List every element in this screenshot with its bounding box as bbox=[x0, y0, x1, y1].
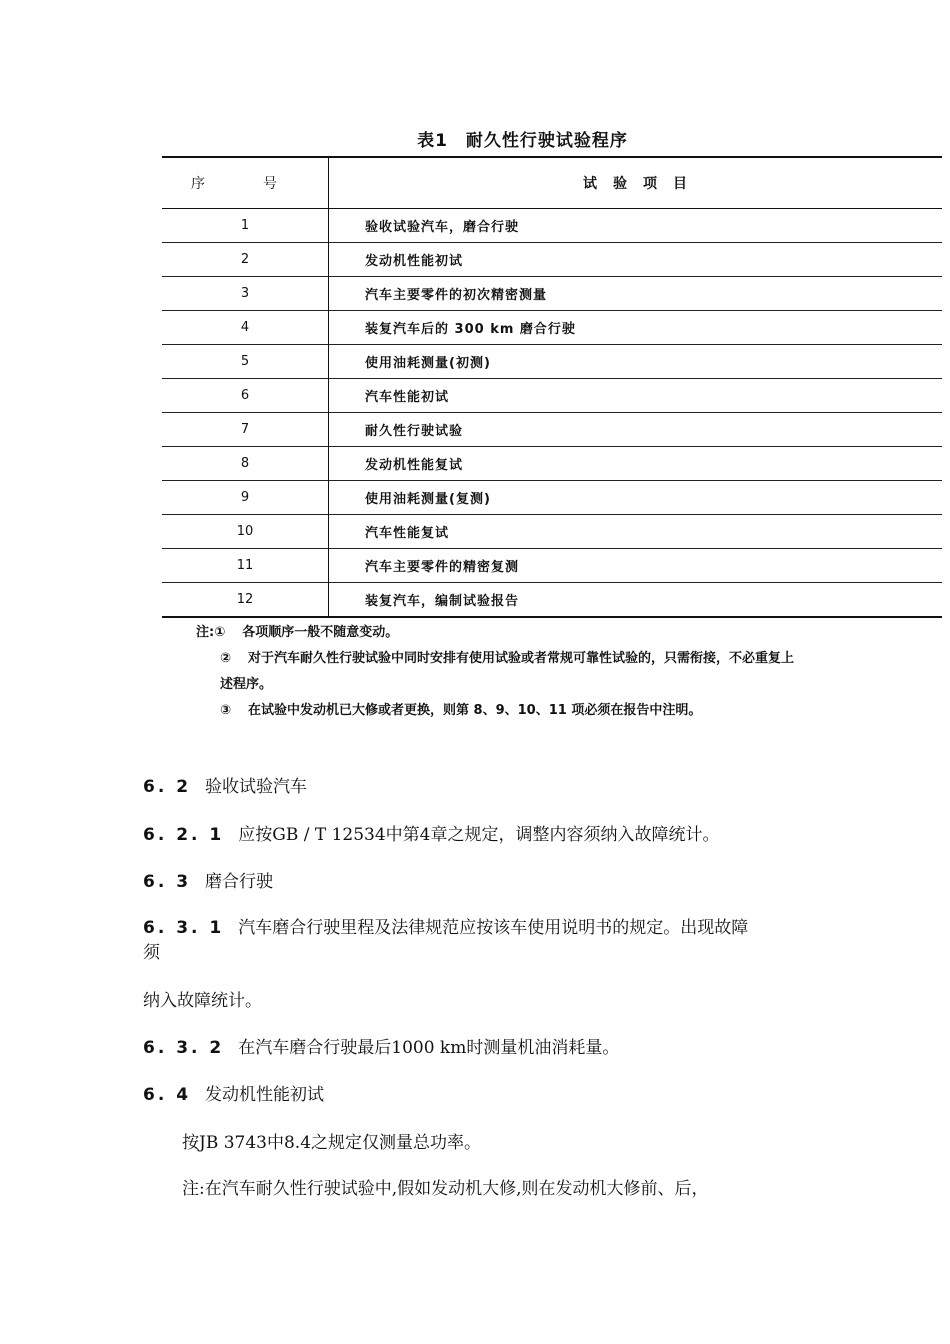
row-item: 汽车主要零件的初次精密测量 bbox=[365, 288, 548, 303]
paragraph-note: 注:在汽车耐久性行驶试验中,假如发动机大修,则在发动机大修前、后， bbox=[182, 1179, 709, 1199]
section-6-3-2 bbox=[143, 1033, 619, 1058]
section-6-4 bbox=[143, 1080, 324, 1105]
row-number: 9 bbox=[162, 481, 329, 515]
table-row bbox=[162, 379, 942, 413]
row-number: 7 bbox=[162, 413, 329, 447]
note-3-text: 在试验中发动机已大修或者更换，则第 8、9、10、11 项必须在报告中注明。 bbox=[248, 703, 702, 718]
row-item: 耐久性行驶试验 bbox=[365, 424, 464, 439]
section-text: 在汽车磨合行驶最后1000 km时测量机油消耗量。 bbox=[238, 1038, 620, 1058]
header-test-item: 试 验 项 目 bbox=[583, 176, 688, 192]
section-6-3-1-cont: 须 bbox=[143, 943, 160, 963]
note-1 bbox=[196, 620, 794, 646]
table-row bbox=[162, 583, 942, 618]
table-row bbox=[162, 447, 942, 481]
table-row bbox=[162, 277, 942, 311]
row-number: 5 bbox=[162, 345, 329, 379]
table-row bbox=[162, 243, 942, 277]
note-3 bbox=[196, 698, 794, 724]
procedure-table bbox=[162, 156, 942, 618]
row-item: 装复汽车，编制试验报告 bbox=[365, 594, 520, 609]
section-number: 6. 3 bbox=[143, 872, 192, 892]
row-number: 2 bbox=[162, 243, 329, 277]
section-text: 磨合行驶 bbox=[205, 872, 274, 892]
row-item: 汽车主要零件的精密复测 bbox=[365, 560, 520, 575]
table-row bbox=[162, 345, 942, 379]
row-number: 6 bbox=[162, 379, 329, 413]
note-2-continuation: 述程序。 bbox=[220, 677, 273, 692]
table-row bbox=[162, 549, 942, 583]
section-6-3-1 bbox=[143, 913, 748, 938]
section-text: 验收试验汽车 bbox=[205, 777, 308, 797]
note-1-index: ① bbox=[214, 625, 226, 640]
note-2 bbox=[196, 646, 794, 672]
note-3-index: ③ bbox=[220, 703, 232, 718]
section-number: 6. 3. 2 bbox=[143, 1038, 225, 1058]
table-title: 表1 耐久性行驶试验程序 bbox=[417, 131, 628, 151]
row-item: 装复汽车后的 300 km 磨合行驶 bbox=[365, 322, 576, 337]
section-6-2-1 bbox=[143, 820, 720, 845]
section-6-3 bbox=[143, 867, 273, 892]
row-number: 1 bbox=[162, 209, 329, 243]
row-item: 汽车性能复试 bbox=[365, 526, 450, 541]
section-number: 6. 4 bbox=[143, 1085, 192, 1105]
row-item: 使用油耗测量(复测) bbox=[365, 492, 491, 507]
note-2-index: ② bbox=[220, 651, 232, 666]
row-item: 发动机性能初试 bbox=[365, 254, 464, 269]
table-row bbox=[162, 515, 942, 549]
row-number: 12 bbox=[162, 583, 329, 618]
table-row bbox=[162, 413, 942, 447]
note-prefix: 注: bbox=[196, 625, 215, 640]
section-number: 6. 2 bbox=[143, 777, 192, 797]
row-item: 使用油耗测量(初测) bbox=[365, 356, 491, 371]
note-1-text: 各项顺序一般不随意变动。 bbox=[242, 625, 399, 640]
section-6-3-1-cont2: 纳入故障统计。 bbox=[143, 991, 262, 1011]
row-number: 10 bbox=[162, 515, 329, 549]
paragraph-jb3743: 按JB 3743中8.4之规定仅测量总功率。 bbox=[182, 1133, 482, 1153]
section-text: 应按GB / T 12534中第4章之规定，调整内容须纳入故障统计。 bbox=[238, 825, 720, 845]
row-number: 3 bbox=[162, 277, 329, 311]
table-row bbox=[162, 481, 942, 515]
table-row bbox=[162, 209, 942, 243]
row-item: 发动机性能复试 bbox=[365, 458, 464, 473]
table-notes bbox=[196, 620, 794, 724]
section-text: 汽车磨合行驶里程及法律规范应按该车使用说明书的规定。出现故障 bbox=[238, 918, 749, 938]
section-number: 6. 2. 1 bbox=[143, 825, 225, 845]
row-number: 11 bbox=[162, 549, 329, 583]
row-number: 4 bbox=[162, 311, 329, 345]
row-number: 8 bbox=[162, 447, 329, 481]
section-text: 发动机性能初试 bbox=[205, 1085, 325, 1105]
header-serial-number: 序 号 bbox=[162, 157, 329, 209]
section-number: 6. 3. 1 bbox=[143, 918, 225, 938]
table-row bbox=[162, 311, 942, 345]
row-item: 验收试验汽车，磨合行驶 bbox=[365, 220, 520, 235]
table-header-row bbox=[162, 157, 942, 209]
section-6-2 bbox=[143, 772, 307, 797]
row-item: 汽车性能初试 bbox=[365, 390, 450, 405]
note-2-text: 对于汽车耐久性行驶试验中同时安排有使用试验或者常规可靠性试验的，只需衔接，不必重复上 bbox=[248, 651, 795, 666]
